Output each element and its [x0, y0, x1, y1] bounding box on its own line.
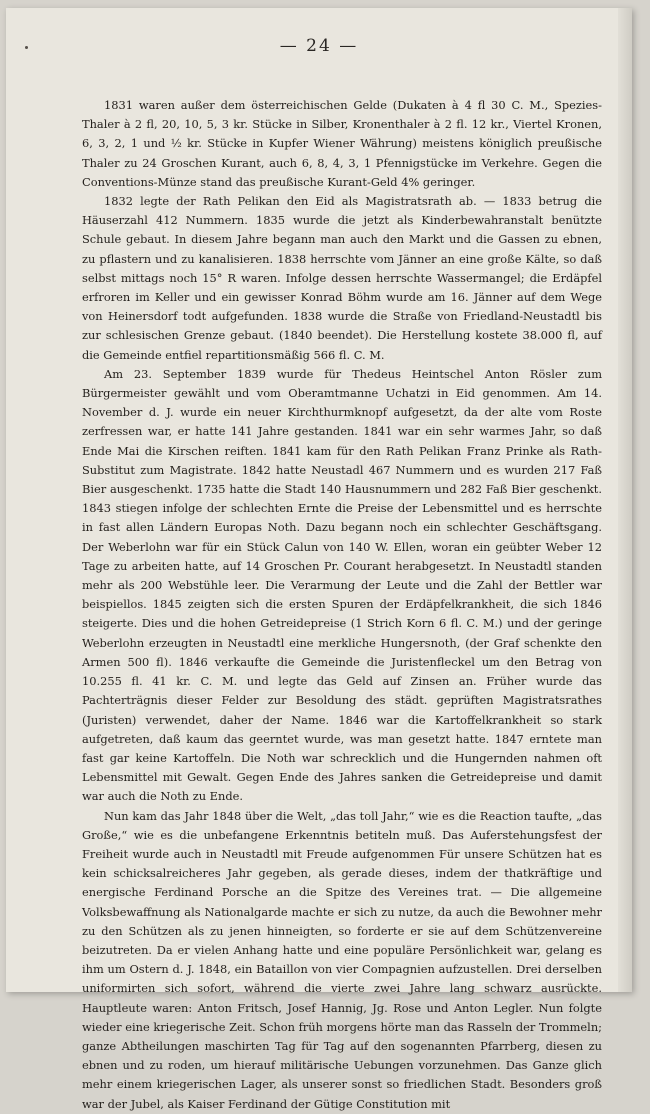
body-text — [82, 96, 602, 1114]
paragraph-1848: Nun kam das Jahr 1848 über die Welt, „das toll Jahr,“ wie es die Reaction taufte, „das Große,“ wie es die unbefangene Erkenntnis betiteln muß. Das Auferstehungsfest der Freiheit wurde auch in Neustadtl mit Freude aufgenommen Für unsere Schützen hat es kein schicksalreicheres Jahr gegeben, als gerade dieses, indem der thatkräftige und energische Ferdinand Porsche an die Spitze des Vereines trat. — Die allgemeine Volksbewaffnung als Nationalgarde machte er sich zu nutze, da auch die Bewohner mehr zu den Schützen als zu jenen hinneigten, so forderte er sie auf dem Schützenvereine beizutreten. Da er vielen Anhang hatte und eine populäre Persönlichkeit war, gelang es ihm um Ostern d. J. 1848, ein Bataillon von vier Compagnien aufzustellen. Drei derselben uniformirten sich sofort, während die vierte zwei Jahre lang schwarz ausrückte. Hauptleute waren: Anton Fritsch, Josef Hannig, Jg. Rose und Anton Legler. Nun folgte wieder eine kriegerische Zeit. Schon früh morgens hörte man das Rasseln der Trommeln; ganze Abtheilungen maschirten Tag für Tag auf den sogenannten Pfarrberg, diesen zu ebnen und zu roden, um hierauf militärische Uebungen vorzunehmen. Das Ganze glich mehr einem kriegerischen Lager, als unserer sonst so friedlichen Stadt. Besonders groß war der Jubel, als Kaiser Ferdinand der Gütige Constitution mit — [82, 808, 602, 1111]
paragraph-1839-1847: Am 23. September 1839 wurde für Thedeus Heintschel Anton Rösler zum Bürgermeister gewählt und vom Oberamtmanne Uchatzi in Eid genommen. Am 14. November d. J. wurde ein neuer Kirchthurmknopf aufgesetzt, da der alte vom Roste zerfressen war, er hatte 141 Jahre gestanden. 1841 war ein sehr warmes Jahr, so daß Ende Mai die Kirschen reiften. 1841 kam für den Rath Pelikan Franz Prinke als Rath-Substitut zum Magistrate. 1842 hatte Neustadl 467 Nummern und es wurden 217 Faß Bier ausgeschenkt. 1735 hatte die Stadt 140 Hausnummern und 282 Faß Bier geschenkt. 1843 stiegen infolge der schlechten Ernte die Preise der Lebensmittel und es herrschte in fast allen Ländern Europas Noth. Dazu begann noch ein schlechter Geschäftsgang. Der Weberlohn war für ein Stück Calun von 140 W. Ellen, woran ein geübter Weber 12 Tage zu arbeiten hatte, auf 14 Groschen Pr. Courant herabgesetzt. In Neustadtl standen mehr als 200 Webstühle leer. Die Verarmung der Leute und die Zahl der Bettler war beispiellos. 1845 zeigten sich die ersten Spuren der Erdäpfelkrankheit, die sich 1846 steigerte. Dies und die hohen Getreidepreise (1 Strich Korn 6 fl. C. M.) und der geringe Weberlohn erzeugten in Neustadtl eine merkliche Hungersnoth, (der Graf schenkte den Armen 500 fl). 1846 verkaufte die Gemeinde die Juristenfleckel um den Betrag von 10.255 fl. 41 kr. C. M. und legte das Geld auf Zinsen an. Früher wurde das Pachterträgnis dieser Felder zur Besoldung des städt. geprüften Magistratsrathes (Juristen) verwendet, daher der Name. 1846 war die Kartoffelkrankheit so stark aufgetreten, daß kaum das geerntet wurde, was man gesetzt hatte. 1847 erntete man fast gar keine Kartoffeln. Die Noth war schrecklich und die Hungernden nahmen oft Lebensmittel mit Gewalt. Gegen Ende des Jahres sanken die Getreidepreise und damit war auch die Noth zu Ende. — [82, 366, 602, 804]
paragraph-currency-1831: 1831 waren außer dem österreichischen Gelde (Dukaten à 4 fl 30 C. M., Spezies-Thaler à 2 fl, 20, 10, 5, 3 kr. Stücke in Silber, Kronenthaler à 2 fl. 12 kr., Viertel Kronen, 6, 3, 2, 1 und ½ kr. Stücke in Kupfer Wiener Währung) meistens königlich preußische Thaler zu 24 Groschen Kurant, auch 6, 8, 4, 3, 1 Pfennigstücke im Verkehre. Gegen die Conventions-Münze stand das preußische Kurant-Geld 4% geringer. — [82, 98, 602, 189]
page-number: — 24 — — [279, 36, 359, 56]
document-page — [6, 8, 632, 1111]
paragraph-1832-1838: 1832 legte der Rath Pelikan den Eid als Magistratsrath ab. — 1833 betrug die Häuserzahl 412 Nummern. 1835 wurde die jetzt als Kinderbewahranstalt benützte Schule gebaut. In diesem Jahre begann man auch den Markt und die Gassen zu ebnen, zu pflastern und zu kanalisieren. 1838 herrschte vom Jänner an eine große Kälte, so daß selbst mittags noch 15° R waren. Infolge dessen herrschte Wassermangel; die Erdäpfel erfroren im Keller und ein gewisser Konrad Böhm wurde am 16. Jänner auf dem Wege von Heinersdorf todt aufgefunden. 1838 wurde die Straße von Friedland-Neustadtl bis zur schlesischen Grenze gebaut. (1840 beendet). Die Herstellung kostete 38.000 fl, auf die Gemeinde entfiel repartitionsmäßig 566 fl. C. M. — [82, 194, 602, 362]
page-edge-shadow — [618, 8, 632, 992]
